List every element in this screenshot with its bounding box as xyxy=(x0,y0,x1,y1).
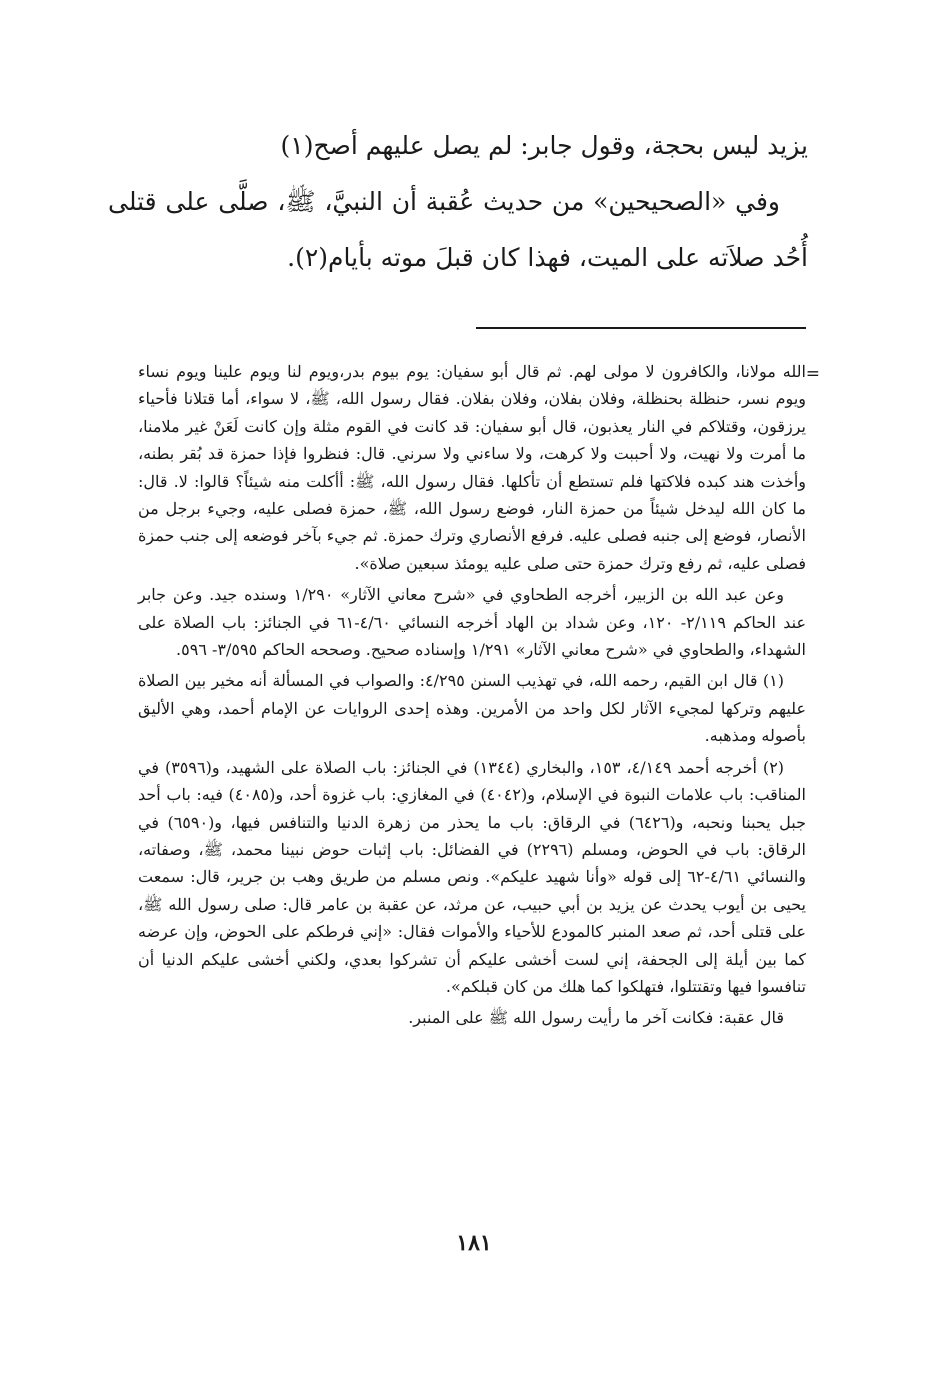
main-paragraph-1: يزيد ليس بحجة، وقول جابر: لم يصل عليهم أصح(١) xyxy=(280,131,808,160)
footnotes xyxy=(138,358,806,1036)
footnote-1: (١) قال ابن القيم، رحمه الله، في تهذيب السنن ٤/٢٩٥: والصواب في المسألة أنه مخير بين الصلاة عليهم وتركها لمجيء الآثار لكل واحد من الأمرين. وهذه إحدى الروايات عن الإمام أحمد، وهي الأليق بأصوله ومذهبه. xyxy=(138,671,806,746)
footnote-continuation-mark: = xyxy=(805,364,820,384)
footnote-2: (٢) أخرجه أحمد ٤/١٤٩، ١٥٣، والبخاري (١٣٤٤) في الجنائز: باب الصلاة على الشهيد، و(٣٥٩٦) في المناقب: باب علامات النبوة في الإسلام، و(٤٠٤٢) في المغازي: باب غزوة أحد، و(٤٠٨٥) فيه: باب أحد جبل يحبنا ونحبه، و(٦٤٢٦) في الرقاق: باب ما يحذر من زهرة الدنيا والتنافس فيها، و(٦٥٩٠) في الرقاق: باب في الحوض، ومسلم (٢٢٩٦) في الفضائل: باب إثبات حوض نبينا محمد، ﷺ، وصفاته، والنسائي ٤/٦١-٦٢ إلى قوله «وأنا شهيد عليكم». ونص مسلم من طريق وهب بن جرير، قال: سمعت يحيى بن أيوب يحدث عن يزيد بن أبي حبيب، عن مرثد، عن عقبة بن عامر قال: صلى رسول الله ﷺ، على قتلى أحد، ثم صعد المنبر كالمودع للأحياء والأموات فقال: «إني فرطكم على الحوض، وإن عرضه كما بين أيلة إلى الجحفة، إني لست أخشى عليكم أن تشركوا بعدي، ولكني أخشى عليكم الدنيا أن تنافسوا فيها وتقتتلوا، فتهلكوا كما هلك من كان قبلكم». xyxy=(138,757,807,996)
main-paragraph-2: وفي «الصحيحين» من حديث عُقبة أن النبيَّ، ﷺ، صلَّى على قتلى أُحُد صلاَته على الميت، فهذا كان قبلَ موته بأيام(٢). xyxy=(108,187,808,272)
main-text xyxy=(108,118,808,286)
footnote-continuation-a: الله مولانا، والكافرون لا مولى لهم. ثم قال أبو سفيان: يوم بيوم بدر،ويوم لنا ويوم علينا ويوم نساء ويوم نسر، حنظلة بحنظلة، وفلان بفلان، وفلان بفلان. فقال رسول الله، ﷺ، لا سواء، أما قتلانا فأحياء يرزقون، وقتلاكم في النار يعذبون، قال أبو سفيان: قد كانت في القوم مثلة وإن كانت لَعَنْ غير ملامنا، ما أمرت ولا نهيت، ولا أحببت ولا كرهت، ولا ساءني ولا سرني. قال: فنظروا فإذا حمزة قد بُقر بطنه، وأخذت هند كبده فلاكتها فلم تستطع أن تأكلها. فقال رسول الله، ﷺ: أأكلت منه شيئاً؟ قالوا: لا. قال: ما كان الله ليدخل شيئاً من حمزة النار، فوضع رسول الله، ﷺ، حمزة فصلى عليه، وجيء برجل من الأنصار، فوضع إلى جنبه فصلى عليه. فرفع الأنصاري وترك حمزة. ثم جيء بآخر فوضعه إلى جنب حمزة فصلى عليه، ثم رفع وترك حمزة حتى صلى عليه يومئذ سبعين صلاة». xyxy=(138,362,807,573)
footnote-continuation-b: وعن عبد الله بن الزبير، أخرجه الطحاوي في «شرح معاني الآثار» ١/٢٩٠ وسنده جيد. وعن جابر عند الحاكم ٢/١١٩- ١٢٠، وعن شداد بن الهاد أخرجه النسائي ٤/٦٠-٦١ في الجنائز: باب الصلاة على الشهداء، والطحاوي في «شرح معاني الآثار» ١/٢٩١ وإسناده صحيح. وصححه الحاكم ٣/٥٩٥- ٥٩٦. xyxy=(138,585,806,660)
footnote-separator xyxy=(476,327,806,329)
footnote-2-end: قال عقبة: فكانت آخر ما رأيت رسول الله ﷺ على المنبر. xyxy=(408,1008,784,1028)
page-number: ١٨١ xyxy=(456,1230,492,1256)
